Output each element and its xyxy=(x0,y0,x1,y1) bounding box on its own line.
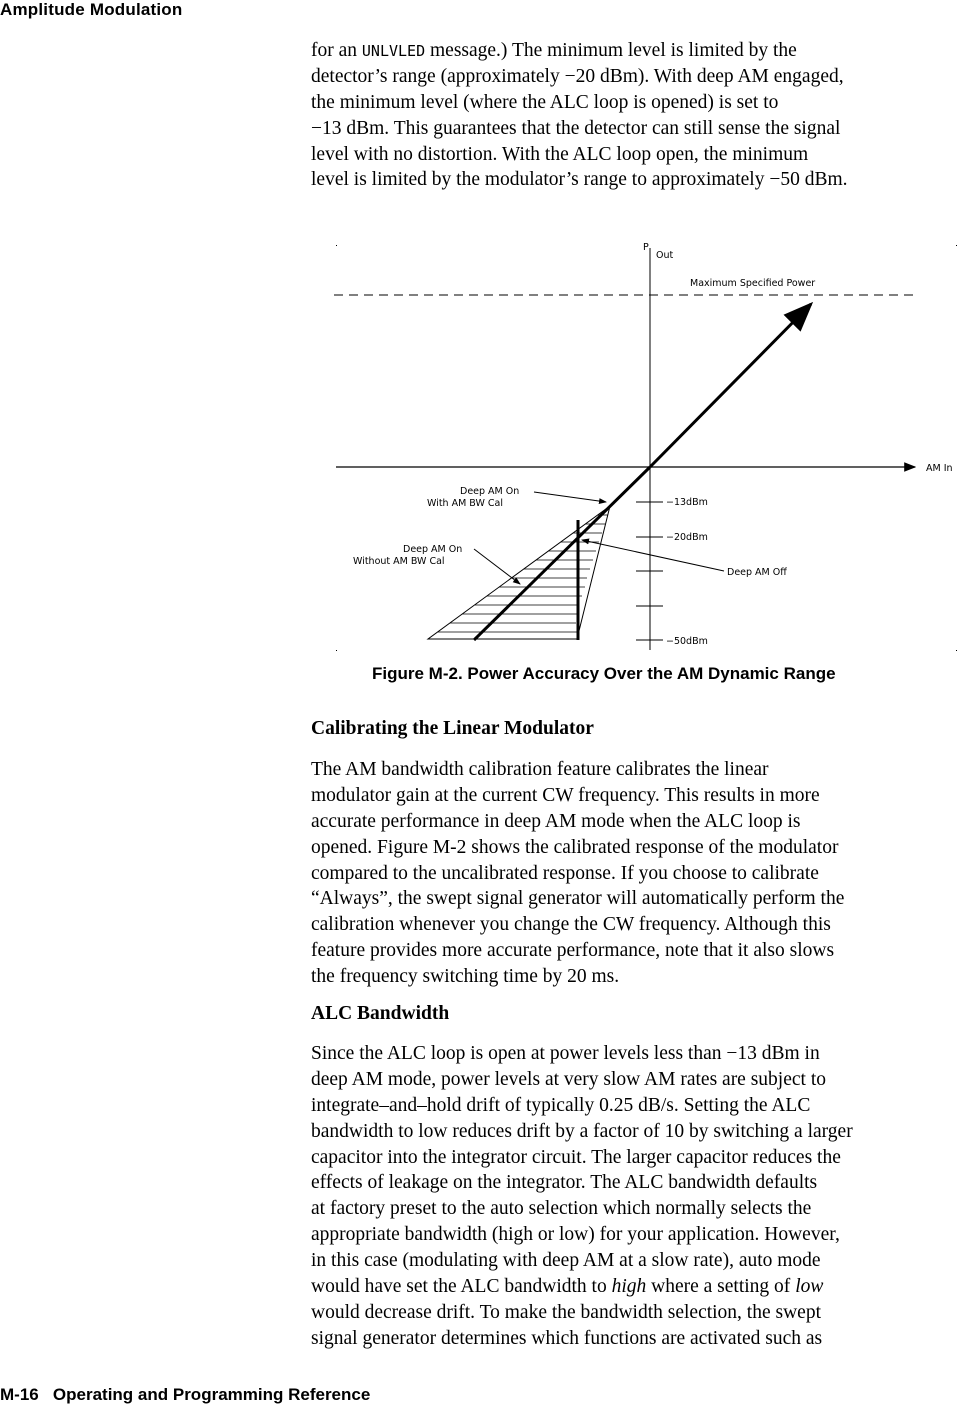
paragraph-line: opened. Figure M-2 shows the calibrated response of the modulator xyxy=(311,836,839,858)
x-axis-label: AM In xyxy=(926,463,953,474)
deep-on-without-cal-label-2: Without AM BW Cal xyxy=(353,556,445,567)
section-heading-alc-bandwidth: ALC Bandwidth xyxy=(311,1003,450,1024)
tick-label-20dbm: −20dBm xyxy=(666,532,708,543)
alc-bandwidth-paragraph xyxy=(311,1041,977,1352)
paragraph-line: modulator gain at the current CW frequency. This results in more xyxy=(311,784,820,806)
paragraph-line: “Always”, the swept signal generator will automatically perform the xyxy=(311,888,845,910)
calibrated-response-line xyxy=(650,304,811,467)
y-axis-subscript: Out xyxy=(656,250,674,261)
running-head: Amplitude Modulation xyxy=(0,0,183,19)
deep-off-pointer xyxy=(582,540,724,571)
paragraph-line: at factory preset to the auto selection which normally selects the xyxy=(311,1198,812,1220)
uncalibrated-region xyxy=(428,506,610,639)
corner-marks xyxy=(336,245,957,651)
paragraph-line: integrate–and–hold drift of typically 0.25 dB/s. Setting the ALC xyxy=(311,1094,811,1116)
paragraph-line: compared to the uncalibrated response. If you choose to calibrate xyxy=(311,862,819,884)
figure-caption: Figure M-2. Power Accuracy Over the AM Dynamic Range xyxy=(372,664,836,683)
intro-line: for an UNLVLED message.) The minimum level is limited by the xyxy=(311,40,797,61)
paragraph-line: signal generator determines which functions are activated such as xyxy=(311,1327,823,1349)
y-axis-label: P xyxy=(643,242,649,253)
power-accuracy-figure xyxy=(320,236,970,656)
intro-paragraph xyxy=(311,38,977,193)
paragraph-line: would have set the ALC bandwidth to high where a setting of low xyxy=(311,1276,824,1298)
deep-off-label: Deep AM Off xyxy=(727,567,787,578)
page-footer: M-16 Operating and Programming Reference xyxy=(0,1385,371,1404)
paragraph-line: the frequency switching time by 20 ms. xyxy=(311,966,620,988)
paragraph-line: deep AM mode, power levels at very slow AM rates are subject to xyxy=(311,1068,826,1090)
deep-on-without-cal-pointer xyxy=(474,549,520,584)
paragraph-line: The AM bandwidth calibration feature calibrates the linear xyxy=(311,759,769,780)
paragraph-line: calibration whenever you change the CW frequency. Although this xyxy=(311,914,831,936)
calibrating-paragraph xyxy=(311,757,977,990)
paragraph-line: in this case (modulating with deep AM at a slow rate), auto mode xyxy=(311,1250,821,1272)
emphasis-high: high xyxy=(611,1276,647,1298)
intro-line: level with no distortion. With the ALC loop open, the minimum xyxy=(311,143,809,165)
deep-on-without-cal-label-1: Deep AM On xyxy=(403,544,463,555)
intro-line: level is limited by the modulator’s range to approximately −50 dBm. xyxy=(311,169,848,191)
deep-on-with-cal-label-2: With AM BW Cal xyxy=(427,498,503,509)
paragraph-line: capacitor into the integrator circuit. The larger capacitor reduces the xyxy=(311,1146,841,1168)
paragraph-line: effects of leakage on the integrator. The ALC bandwidth defaults xyxy=(311,1172,818,1194)
section-heading-calibrating: Calibrating the Linear Modulator xyxy=(311,718,594,739)
paragraph-line: appropriate bandwidth (high or low) for your application. However, xyxy=(311,1224,840,1246)
paragraph-line: Since the ALC loop is open at power levels less than −13 dBm in xyxy=(311,1043,820,1064)
intro-line: detector’s range (approximately −20 dBm). With deep AM engaged, xyxy=(311,65,844,87)
paragraph-line: bandwidth to low reduces drift by a factor of 10 by switching a larger xyxy=(311,1120,853,1142)
intro-line: −13 dBm. This guarantees that the detector can still sense the signal xyxy=(311,117,841,139)
emphasis-low: low xyxy=(795,1276,824,1298)
paragraph-line: feature provides more accurate performance, note that it also slows xyxy=(311,940,835,962)
deep-on-with-cal-pointer xyxy=(534,492,606,502)
tick-label-50dbm: −50dBm xyxy=(666,636,708,647)
unlvled-message: UNLVLED xyxy=(361,42,426,60)
deep-on-with-cal-label-1: Deep AM On xyxy=(460,486,520,497)
intro-line: the minimum level (where the ALC loop is opened) is set to xyxy=(311,91,779,113)
paragraph-line: would decrease drift. To make the bandwidth selection, the swept xyxy=(311,1301,821,1323)
paragraph-line: accurate performance in deep AM mode when the ALC loop is xyxy=(311,810,801,832)
max-power-label: Maximum Specified Power xyxy=(690,278,816,289)
tick-label-13dbm: −13dBm xyxy=(666,497,708,508)
